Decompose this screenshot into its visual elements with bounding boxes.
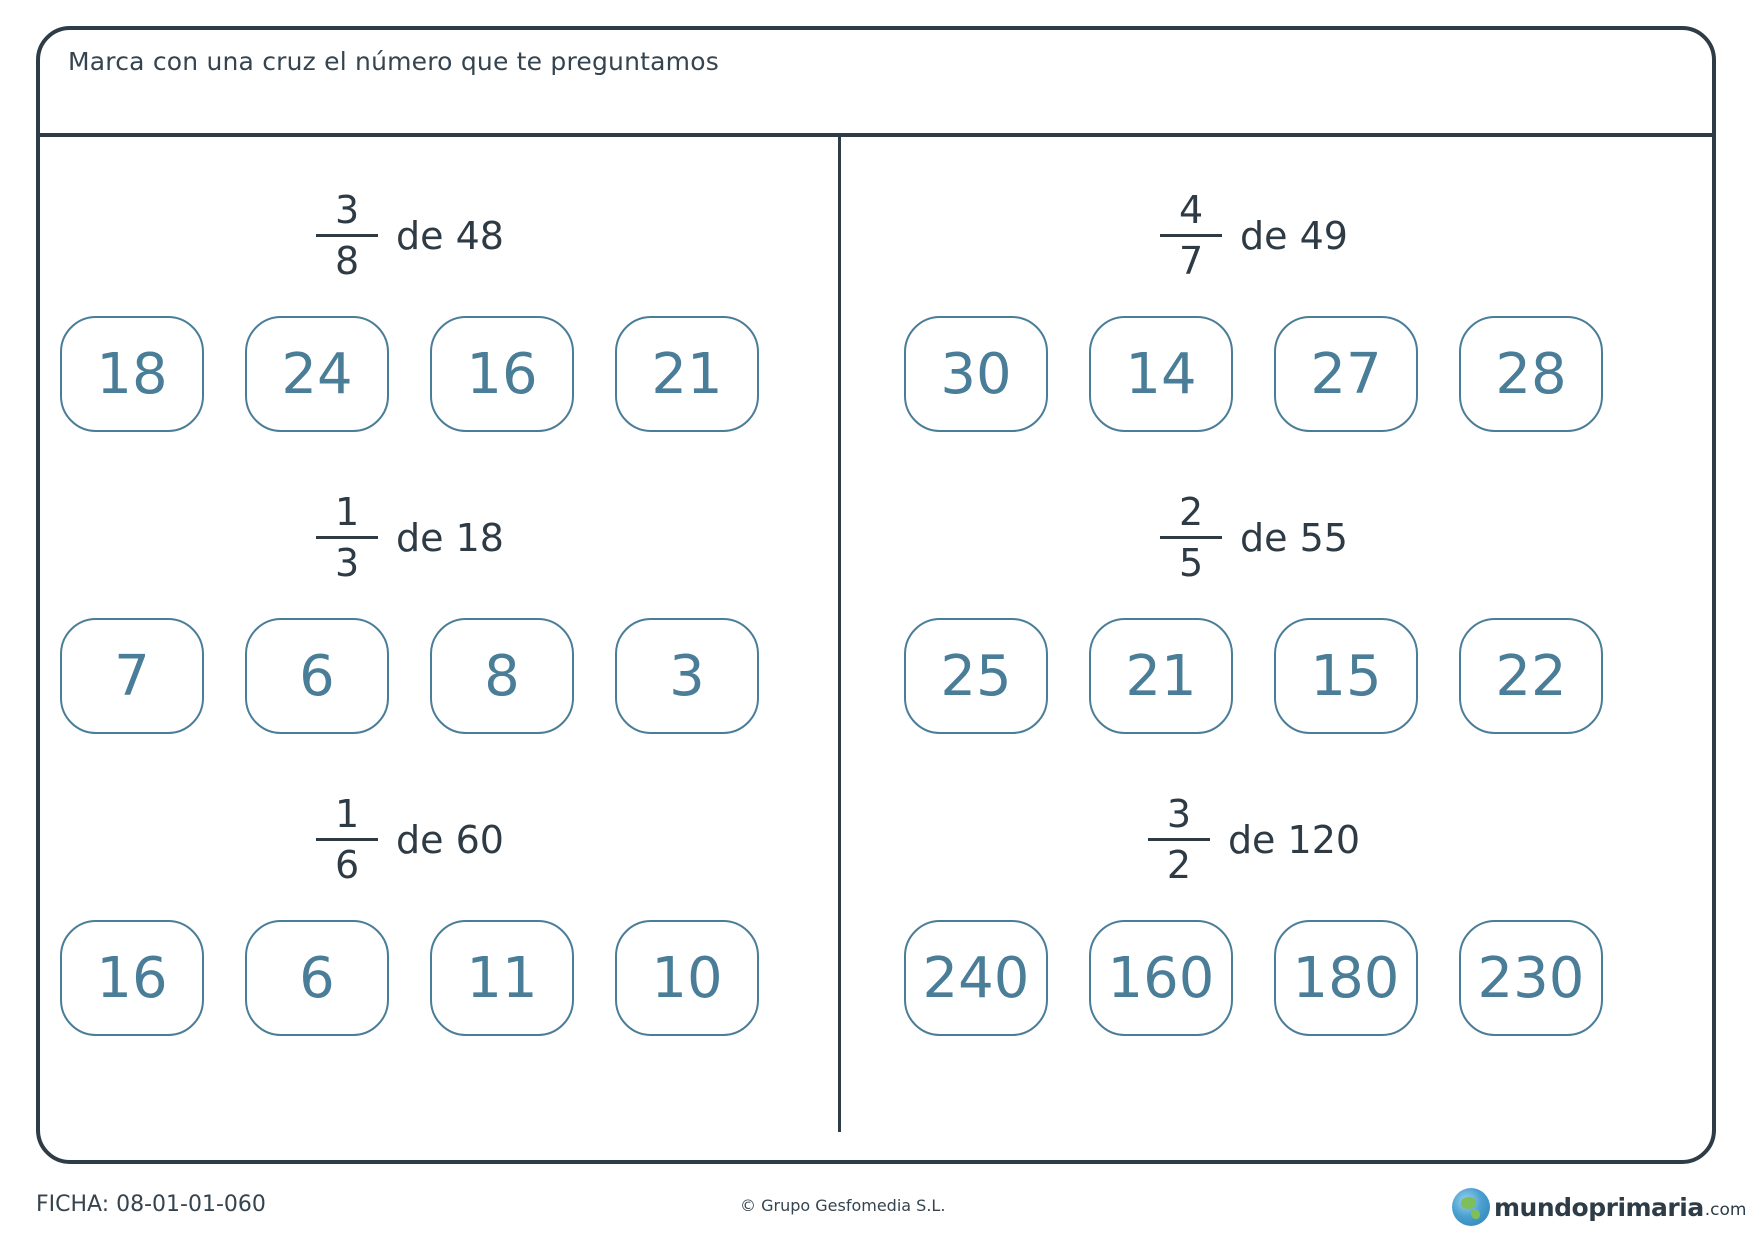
answer-option[interactable]: 28 [1459, 316, 1603, 432]
brand-logo[interactable] [1452, 1186, 1746, 1228]
problem-prompt [60, 472, 760, 602]
problem-left-2 [60, 472, 760, 772]
denominator: 6 [334, 842, 360, 887]
denominator: 5 [1178, 540, 1204, 585]
answer-option[interactable]: 22 [1459, 618, 1603, 734]
fraction [316, 188, 378, 283]
numerator: 4 [1178, 187, 1204, 232]
denominator: 3 [334, 540, 360, 585]
answer-option[interactable]: 15 [1274, 618, 1418, 734]
answer-option[interactable]: 160 [1089, 920, 1233, 1036]
of-quantity: de 55 [1240, 516, 1348, 560]
answer-options [60, 920, 760, 1038]
answer-options [904, 920, 1604, 1038]
fraction-bar [316, 234, 378, 237]
instruction-text: Marca con una cruz el número que te preguntamos [68, 47, 719, 76]
fraction [1160, 490, 1222, 585]
problem-left-3 [60, 774, 760, 1074]
answer-option[interactable]: 27 [1274, 316, 1418, 432]
problem-prompt [60, 774, 760, 904]
of-quantity: de 49 [1240, 214, 1348, 258]
problem-prompt [904, 774, 1604, 904]
of-quantity: de 60 [396, 818, 504, 862]
answer-option[interactable]: 7 [60, 618, 204, 734]
answer-option[interactable]: 11 [430, 920, 574, 1036]
answer-option[interactable]: 240 [904, 920, 1048, 1036]
denominator: 8 [334, 238, 360, 283]
problem-prompt [904, 170, 1604, 300]
fraction [1148, 792, 1210, 887]
answer-option[interactable]: 16 [60, 920, 204, 1036]
problem-prompt [904, 472, 1604, 602]
answer-option[interactable]: 8 [430, 618, 574, 734]
problem-right-3 [904, 774, 1604, 1074]
fraction-bar [316, 838, 378, 841]
answer-options [60, 618, 760, 736]
answer-option[interactable]: 230 [1459, 920, 1603, 1036]
numerator: 3 [1166, 791, 1192, 836]
answer-option[interactable]: 21 [615, 316, 759, 432]
answer-option[interactable]: 18 [60, 316, 204, 432]
copyright-notice: © Grupo Gesfomedia S.L. [740, 1196, 946, 1215]
answer-option[interactable]: 180 [1274, 920, 1418, 1036]
problem-right-1 [904, 170, 1604, 470]
fraction [1160, 188, 1222, 283]
column-divider [838, 137, 841, 1132]
fraction-bar [1160, 536, 1222, 539]
numerator: 1 [334, 791, 360, 836]
answer-options [60, 316, 760, 434]
answer-options [904, 316, 1604, 434]
numerator: 2 [1178, 489, 1204, 534]
answer-option[interactable]: 10 [615, 920, 759, 1036]
fraction-bar [1160, 234, 1222, 237]
answer-option[interactable]: 21 [1089, 618, 1233, 734]
of-quantity: de 48 [396, 214, 504, 258]
header-divider [40, 133, 1712, 137]
problem-prompt [60, 170, 760, 300]
answer-option[interactable]: 25 [904, 618, 1048, 734]
answer-options [904, 618, 1604, 736]
worksheet-code: FICHA: 08-01-01-060 [36, 1192, 266, 1217]
of-quantity: de 120 [1227, 818, 1361, 862]
denominator: 7 [1178, 238, 1204, 283]
answer-option[interactable]: 24 [245, 316, 389, 432]
answer-option[interactable]: 3 [615, 618, 759, 734]
brand-name: mundoprimaria [1494, 1192, 1704, 1222]
fraction-bar [1148, 838, 1210, 841]
numerator: 3 [334, 187, 360, 232]
answer-option[interactable]: 6 [245, 618, 389, 734]
answer-option[interactable]: 14 [1089, 316, 1233, 432]
numerator: 1 [334, 489, 360, 534]
fraction [316, 490, 378, 585]
answer-option[interactable]: 6 [245, 920, 389, 1036]
fraction [316, 792, 378, 887]
answer-option[interactable]: 16 [430, 316, 574, 432]
answer-option[interactable]: 30 [904, 316, 1048, 432]
brand-domain: .com [1704, 1200, 1747, 1220]
denominator: 2 [1166, 842, 1192, 887]
fraction-bar [316, 536, 378, 539]
problem-left-1 [60, 170, 760, 470]
of-quantity: de 18 [396, 516, 504, 560]
globe-icon [1452, 1188, 1490, 1226]
problem-right-2 [904, 472, 1604, 772]
